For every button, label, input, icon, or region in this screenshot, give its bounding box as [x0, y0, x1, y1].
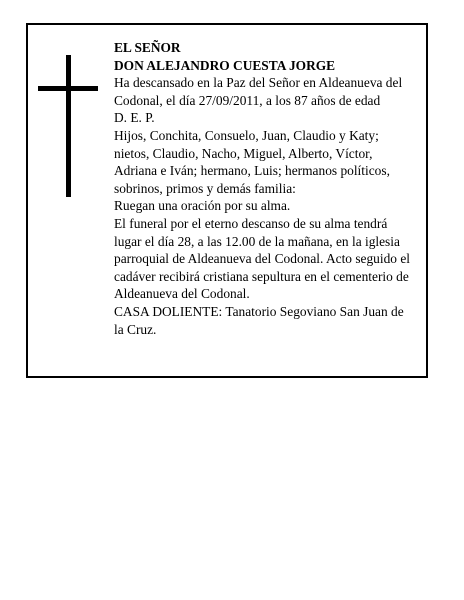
notice-line: Adriana e Iván; hermano, Luis; hermanos políticos, [114, 163, 390, 179]
deceased-name: DON ALEJANDRO CUESTA JORGE [114, 57, 336, 73]
notice-text [114, 39, 424, 338]
notice-line: Hijos, Conchita, Consuelo, Juan, Claudio y Katy; [114, 127, 379, 143]
notice-line: sobrinos, primos y demás familia: [114, 180, 296, 196]
notice-line: parroquial de Aldeanueva del Codonal. Acto seguido el [114, 251, 410, 267]
cross-icon [38, 55, 98, 197]
notice-line: Aldeanueva del Codonal. [114, 286, 250, 302]
notice-line: D. E. P. [114, 110, 155, 126]
notice-line: CASA DOLIENTE: Tanatorio Segoviano San Juan de [114, 303, 404, 319]
notice-line: la Cruz. [114, 321, 157, 337]
notice-line: cadáver recibirá cristiana sepultura en el cementerio de [114, 268, 409, 284]
notice-line: lugar el día 28, a las 12.00 de la mañana, en la iglesia [114, 233, 400, 249]
notice-line: Ha descansado en la Paz del Señor en Aldeanueva del [114, 75, 403, 91]
notice-line: nietos, Claudio, Nacho, Miguel, Alberto, Víctor, [114, 145, 373, 161]
notice-line: Ruegan una oración por su alma. [114, 198, 291, 214]
notice-line: El funeral por el eterno descanso de su alma tendrá [114, 215, 388, 231]
obituary-notice [26, 23, 428, 378]
notice-line: Codonal, el día 27/09/2011, a los 87 años de edad [114, 92, 381, 108]
notice-heading-title: EL SEÑOR [114, 40, 181, 55]
cross-horizontal-bar [38, 86, 98, 91]
cross-vertical-bar [66, 55, 71, 197]
